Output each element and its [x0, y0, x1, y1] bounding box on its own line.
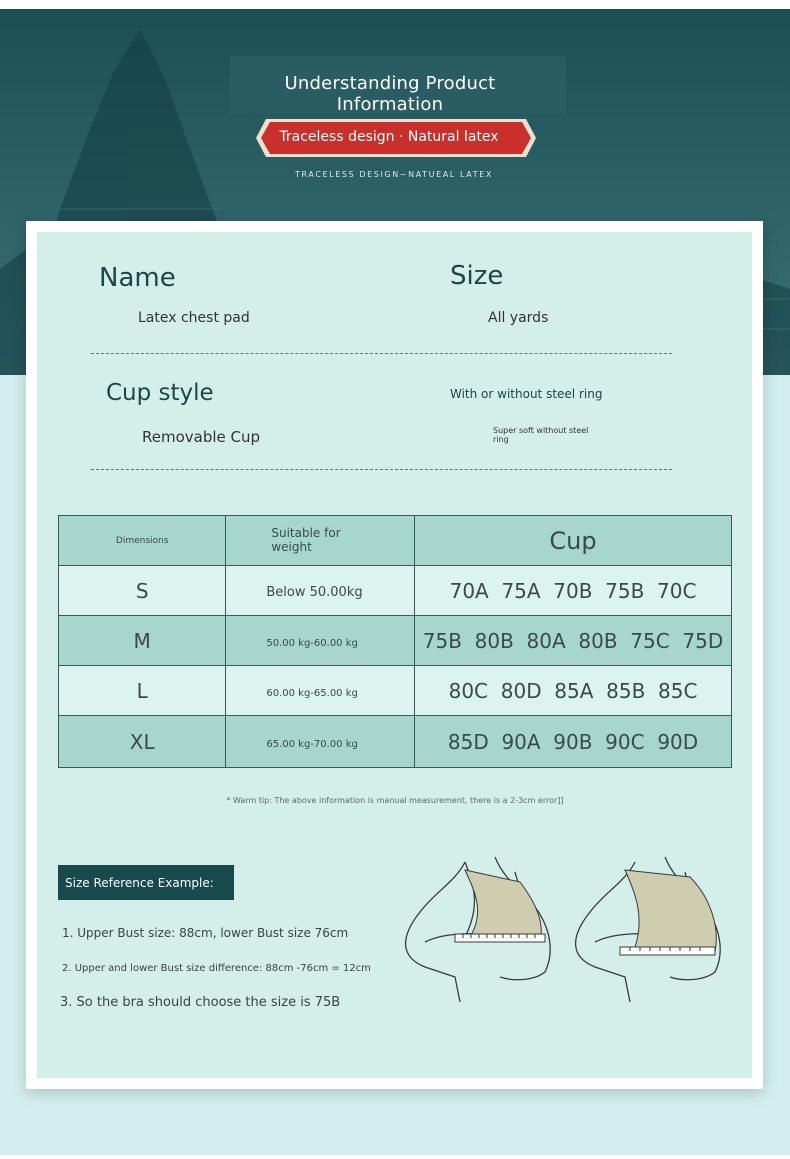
reference-step-3: 3. So the bra should choose the size is 75B	[60, 995, 341, 1010]
reference-step-1: 1. Upper Bust size: 88cm, lower Bust size 76cm	[62, 926, 349, 940]
subtitle: TRACELESS DESIGN~NATUEAL LATEX	[295, 170, 493, 179]
size-table	[58, 515, 732, 768]
table-header-row	[59, 516, 732, 566]
steel-ring-value: Super soft without steel ring	[493, 426, 589, 444]
top-strip	[0, 0, 790, 9]
name-value: Latex chest pad	[138, 310, 250, 326]
size-cell: L	[59, 666, 226, 716]
divider	[91, 469, 672, 470]
reference-title: Size Reference Example:	[65, 876, 214, 890]
cup-cell: 75B 80B 80A 80B 75C 75D	[415, 616, 732, 666]
cup-cell: 80C 80D 85A 85B 85C	[415, 666, 732, 716]
cup-style-value: Removable Cup	[142, 428, 261, 446]
reference-step-2: 2. Upper and lower Bust size difference: 88cm -76cm = 12cm	[62, 963, 371, 974]
header-dimensions: Dimensions	[59, 516, 226, 566]
weight-cell: 50.00 kg-60.00 kg	[226, 616, 415, 666]
size-label: Size	[450, 261, 504, 291]
table-row	[59, 716, 732, 768]
page-title: Understanding Product Information	[284, 73, 496, 115]
cup-cell: 70A 75A 70B 75B 70C	[415, 566, 732, 616]
table-row	[59, 666, 732, 716]
cup-cell: 85D 90A 90B 90C 90D	[415, 716, 732, 768]
divider	[91, 353, 672, 354]
table-row	[59, 616, 732, 666]
ribbon-text: Traceless design · Natural latex	[279, 129, 499, 145]
size-value: All yards	[488, 310, 549, 326]
table-row	[59, 566, 732, 616]
cup-style-label: Cup style	[106, 380, 214, 406]
bust-measurement-illustration	[395, 852, 735, 1002]
header-cup: Cup	[415, 516, 732, 566]
name-label: Name	[99, 263, 176, 293]
steel-ring-label: With or without steel ring	[450, 387, 603, 401]
weight-cell: 65.00 kg-70.00 kg	[226, 716, 415, 768]
weight-cell: Below 50.00kg	[226, 566, 415, 616]
size-cell: S	[59, 566, 226, 616]
bottom-strip	[0, 1155, 790, 1159]
size-cell: XL	[59, 716, 226, 768]
size-cell: M	[59, 616, 226, 666]
header-weight: Suitable for weight	[226, 516, 415, 566]
weight-cell: 60.00 kg-65.00 kg	[226, 666, 415, 716]
warm-tip: * Warm tip: The above information is manual measurement, there is a 2-3cm error]]	[226, 796, 564, 805]
